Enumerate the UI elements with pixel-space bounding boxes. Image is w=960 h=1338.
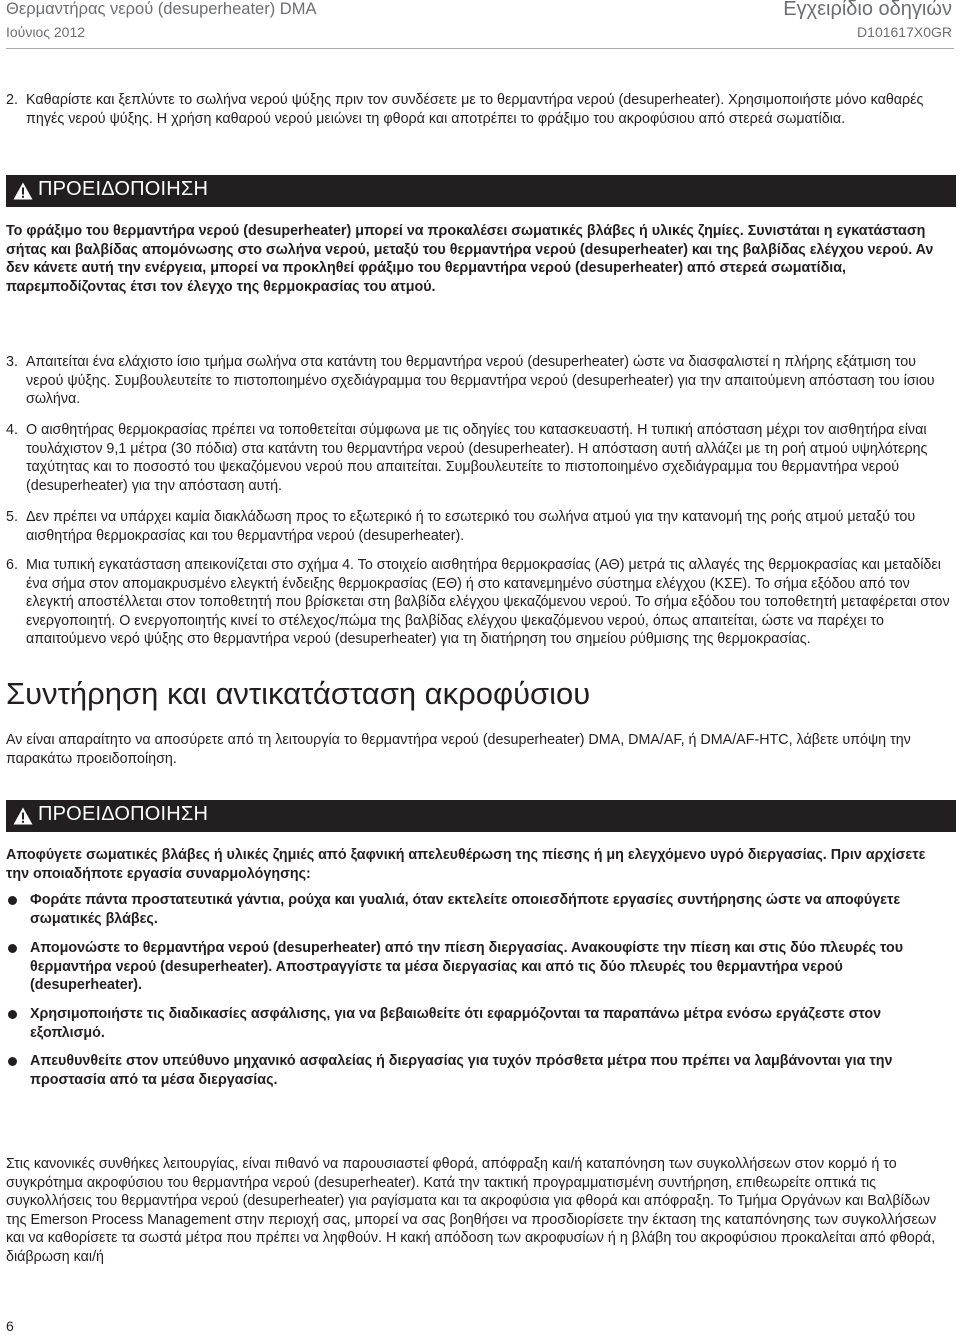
list-item-text: Χρησιμοποιήστε τις διαδικασίες ασφάλισης, για να βεβαιωθείτε ότι εφαρμόζονται τα παραπάνω μέτρα ενόσω εργάζεστε στον εξοπλισμό. [30, 1006, 882, 1041]
document-date: Ιούνιος 2012 [6, 24, 86, 40]
header-divider [6, 48, 954, 49]
warning-label: ΠΡΟΕΙΔΟΠΟΙΗΣΗ [38, 178, 209, 200]
step-text: Καθαρίστε και ξεπλύντε το σωλήνα νερού ψύξης πριν τον συνδέσετε με το θερμαντήρα νερού (desuperheater). Χρησιμοποιήστε μόνο καθαρές πηγές νερού ψύξης. Η χρήση καθαρού νερού μειώνει τη φθορά και αποτρέπει το φράξιμο του ακροφύσιου από στερεά σωματίδια. [26, 92, 924, 127]
manual-type: Εγχειρίδιο οδηγιών [783, 0, 952, 20]
list-item-text: Απομονώστε το θερμαντήρα νερού (desuperheater) από την πίεση διεργασίας. Ανακουφίστε την πίεση και στις δύο πλευρές του θερμαντήρα νερού (desuperheater). Αποστραγγίστε τα μέσα διεργασίας και από τις δύο πλευρές του θερμαντήρα νερού (desuperheater). [30, 940, 904, 993]
list-item [6, 939, 950, 995]
bullet-icon [8, 896, 17, 905]
warning-text: Αποφύγετε σωματικές βλάβες ή υλικές ζημιές από ξαφνική απελευθέρωση της πίεσης ή μη ελεγχόμενο υγρό διεργασίας. Πριν αρχίσετε την οποιαδήποτε εργασία συναρμολόγησης: [6, 847, 926, 882]
list-item-text: Φοράτε πάντα προστατευτικά γάντια, ρούχα και γυαλιά, όταν εκτελείτε οποιεσδήποτε εργασίες συντήρησης ώστε να αποφύγετε σωματικές βλάβες. [30, 892, 901, 927]
list-item [6, 891, 950, 928]
document-code: D101617X0GR [857, 24, 952, 40]
closing-paragraph: Στις κανονικές συνθήκες λειτουργίας, είναι πιθανό να παρουσιαστεί φθορά, απόφραξη και/ή καταπόνηση των συγκολλήσεων στον κορμό ή το συγκρότημα ακροφύσιου του θερμαντήρα νερού (desuperheater). Κατά την τακτική προγραμματισμένη συντήρηση, επιθεωρείτε οπτικά τις συγκολλήσεις του θερμαντήρα νερού (desuperheater) για ραγίσματα και τα ακροφύσια για φθορά και απόφραξη. Το Τμήμα Οργάνων και Βαλβίδων της Emerson Process Management στην περιοχή σας, μπορεί να σας βοηθήσει να προσδιορίσετε την έκταση της καταπόνησης των συγκολλήσεων και να καθορίσετε τα σωστά μέτρα που πρέπει να ληφθούν. Η κακή απόδοση των ακροφυσίων ή η βλάβη του ακροφύσιου προκαλείται από φθορά, διάβρωση και/ή [6, 1156, 937, 1265]
step-6 [6, 556, 950, 649]
step-number: 3. [6, 354, 18, 370]
list-item [6, 1052, 950, 1089]
step-number: 4. [6, 422, 18, 438]
list-item [6, 1005, 950, 1042]
document-title: Θερμαντήρας νερού (desuperheater) DMA [6, 0, 317, 18]
warning-banner [6, 175, 956, 207]
bullet-icon [8, 944, 17, 953]
warning-banner [6, 800, 956, 832]
step-text: Ο αισθητήρας θερμοκρασίας πρέπει να τοποθετείται σύμφωνα με τις οδηγίες του κατασκευαστή. Η τυπική απόσταση μέχρι τον αισθητήρα είναι τουλάχιστον 9,1 μέτρα (30 πόδια) στα κατάντη του θερμαντήρα νερού (desuperheater). Η απόσταση αυτή αλλάζει με τη ροή ατμού υψηλότερης ταχύτητας και το ποσοστό του ψεκαζόμενου νερού που απαιτείται. Συμβουλευτείτε το πιστοποιημένο σχεδιάγραμμα του θερμαντήρα νερού (desuperheater) για την απόσταση αυτή. [26, 422, 928, 494]
warning-text: Το φράξιμο του θερμαντήρα νερού (desuperheater) μπορεί να προκαλέσει σωματικές βλάβες ή υλικές ζημίες. Συνιστάται η εγκατάσταση σήτας και βαλβίδας απομόνωσης στο σωλήνα νερού, μεταξύ του θερμαντήρα νερού (desuperheater) και της βαλβίδας ελέγχου νερού. Αν δεν κάνετε αυτή την ενέργεια, μπορεί να προκληθεί φράξιμο του θερμαντήρα νερού (desuperheater) από στερεά σωματίδια, παρεμποδίζοντας έτσι τον έλεγχο της θερμοκρασίας του ατμού. [6, 223, 934, 295]
step-5 [6, 508, 950, 545]
step-number: 6. [6, 557, 18, 573]
step-2 [6, 91, 950, 128]
bullet-icon [8, 1057, 17, 1066]
step-text: Μια τυπική εγκατάσταση απεικονίζεται στο σχήμα 4. Το στοιχείο αισθητήρα θερμοκρασίας (ΑΘ) μετρά τις αλλαγές της θερμοκρασίας και μεταδίδει ένα σήμα στον απομακρυσμένο ελεγκτή ένδειξης θερμοκρασίας (ΕΘ) ή στο κατανεμημένο σύστημα ελέγχου (ΚΣΕ). Το σήμα εξόδου από τον ελεγκτή αποστέλλεται στον τοποθετητή που βρίσκεται στη βαλβίδα ελέγχου ψεκαζόμενου νερού. Το σήμα εξόδου του τοποθετητή μεταφέρεται στον ενεργοποιητή. Ο ενεργοποιητής κινεί το στέλεχος/πώμα της βαλβίδας ελέγχου ψεκαζόμενου νερού, όπως απαιτείται, ώστε να παρέχει το απαιτούμενο νερό ψύξης στο θερμαντήρα νερού (desuperheater) για τη διατήρηση του σημείου ρύθμισης της θερμοκρασίας. [26, 557, 950, 647]
step-4 [6, 421, 950, 495]
warning-icon [13, 807, 33, 825]
section-heading: Συντήρηση και αντικατάσταση ακροφύσιου [6, 676, 591, 711]
step-number: 5. [6, 509, 18, 525]
warning-label: ΠΡΟΕΙΔΟΠΟΙΗΣΗ [38, 803, 209, 825]
bullet-icon [8, 1010, 17, 1019]
page-number: 6 [6, 1318, 14, 1334]
warning-icon [13, 182, 33, 200]
step-3 [6, 353, 950, 409]
list-item-text: Απευθυνθείτε στον υπεύθυνο μηχανικό ασφαλείας ή διεργασίας για τυχόν πρόσθετα μέτρα που πρέπει να λαμβάνονται για την προστασία από τα μέσα διεργασίας. [30, 1053, 893, 1088]
step-text: Δεν πρέπει να υπάρχει καμία διακλάδωση προς το εξωτερικό ή το εσωτερικό του σωλήνα ατμού για την κατανομή της ροής ατμού μεταξύ του αισθητήρα θερμοκρασίας και του θερμαντήρα νερού (desuperheater). [26, 509, 916, 544]
section-intro: Αν είναι απαραίτητο να αποσύρετε από τη λειτουργία το θερμαντήρα νερού (desuperheater) DMA, DMA/AF, ή DMA/AF-HTC, λάβετε υπόψη την παρακάτω προειδοποίηση. [6, 732, 911, 767]
step-number: 2. [6, 92, 18, 108]
step-text: Απαιτείται ένα ελάχιστο ίσιο τμήμα σωλήνα στα κατάντη του θερμαντήρα νερού (desuperheater) ώστε να διασφαλιστεί η πλήρης εξάτμιση του νερού ψύξης. Συμβουλευτείτε το πιστοποιημένο σχεδιάγραμμα του θερμαντήρα νερού (desuperheater) για την απαιτούμενη απόσταση του ίσιου σωλήνα. [26, 354, 935, 407]
